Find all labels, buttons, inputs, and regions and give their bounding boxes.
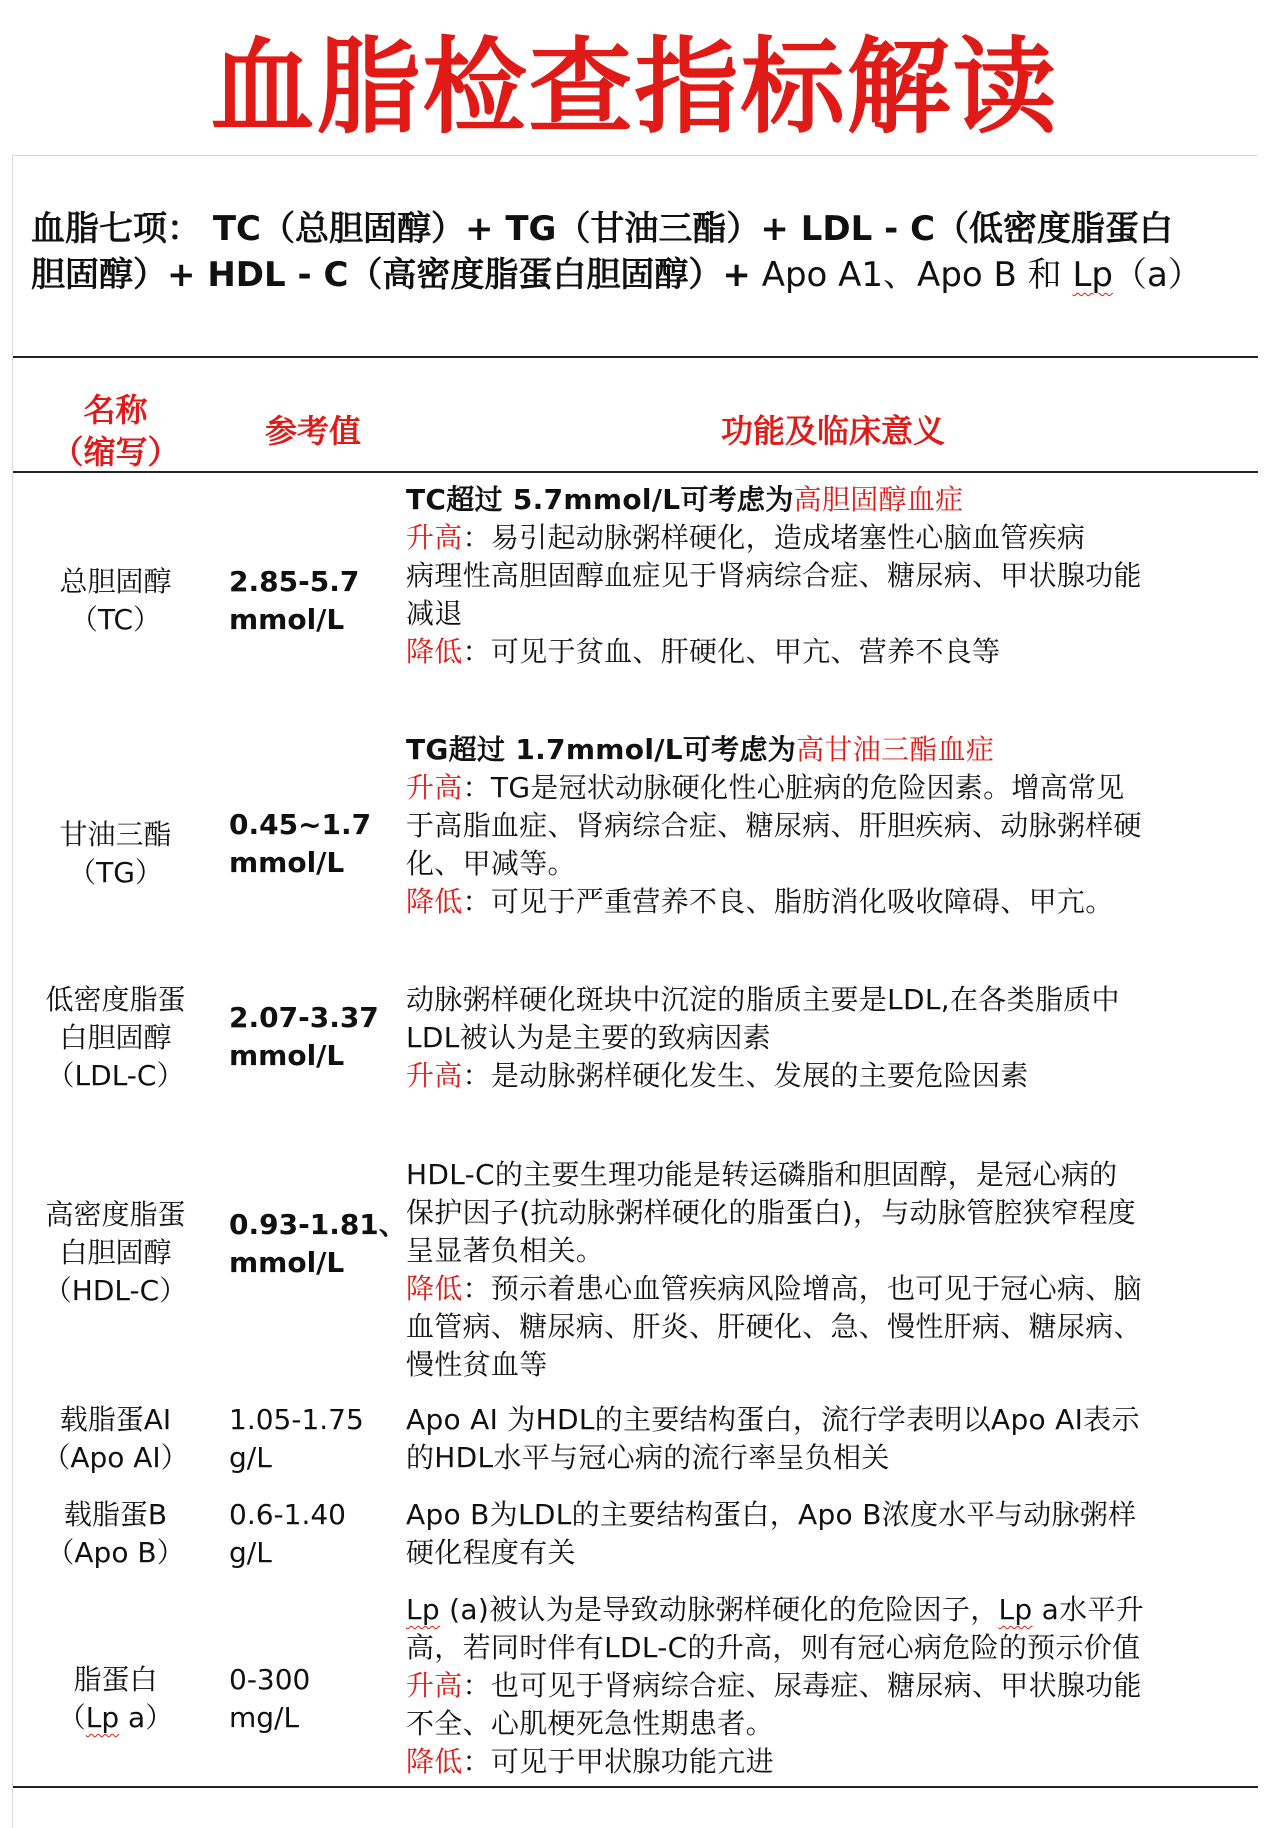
keyword-lower: 降低 <box>406 1745 463 1778</box>
name-line: 白胆固醇 <box>59 1021 172 1054</box>
name-cell <box>13 981 218 1095</box>
desc-cell <box>406 1496 1256 1572</box>
ref-cell <box>229 806 414 882</box>
name-cell <box>13 1401 218 1477</box>
ref-unit: mg/L <box>229 1701 300 1734</box>
desc-text: 慢性贫血等 <box>406 1348 548 1381</box>
desc-cell <box>406 481 1256 671</box>
ref-unit: g/L <box>229 1441 272 1474</box>
desc-text: ：易引起动脉粥样硬化，造成堵塞性心脑血管疾病 <box>462 521 1086 554</box>
divider-bottom <box>13 1786 1258 1788</box>
ref-cell <box>229 563 414 639</box>
desc-text: Apo AI 为HDL的主要结构蛋白，流行学表明以Apo AI表示 <box>406 1403 1140 1436</box>
name-cell <box>13 1196 218 1310</box>
desc-cell <box>406 1591 1256 1781</box>
desc-text: ：可见于甲状腺功能亢进 <box>462 1745 774 1778</box>
ref-cell <box>229 1496 414 1572</box>
desc-text: 动脉粥样硬化斑块中沉淀的脂质主要是LDL,在各类脂质中 <box>406 983 1120 1016</box>
ref-value: 0-300 <box>229 1663 311 1696</box>
desc-text: TG超过 1.7mmol/L可考虑为 <box>406 733 797 766</box>
header-desc: 功能及临床意义 <box>720 412 945 450</box>
divider-header <box>13 471 1258 473</box>
desc-text: ：也可见于肾病综合症、尿毒症、糖尿病、甲状腺功能 <box>462 1669 1142 1702</box>
intro-line2-a: （a） <box>1112 255 1202 295</box>
keyword-raise: 升高 <box>406 521 463 554</box>
ref-cell <box>229 1661 414 1737</box>
name-abbr-lp: Lp <box>85 1701 120 1734</box>
desc-text: ：预示着患心血管疾病风险增高，也可见于冠心病、脑 <box>462 1272 1142 1305</box>
name-line: 低密度脂蛋 <box>45 983 186 1016</box>
name-line: 载脂蛋AI <box>59 1403 172 1436</box>
desc-cell <box>406 1156 1256 1384</box>
desc-lp: Lp <box>406 1593 440 1626</box>
desc-text: (a)被认为是导致动脉粥样硬化的危险因子， <box>439 1593 999 1626</box>
desc-text: 呈显著负相关。 <box>406 1234 605 1267</box>
ref-value: 2.85-5.7 <box>229 565 360 598</box>
keyword-lower: 降低 <box>406 1272 463 1305</box>
intro-line2-apo: Apo A1、Apo B 和 <box>750 255 1073 295</box>
desc-text: 不全、心肌梗死急性期患者。 <box>406 1707 774 1740</box>
name-abbr: （TG） <box>68 856 163 889</box>
desc-text: 的HDL水平与冠心病的流行率呈负相关 <box>406 1441 890 1474</box>
lipid-table-card <box>12 155 1258 1828</box>
desc-text: 高，若同时伴有LDL-C的升高，则有冠心病危险的预示价值 <box>406 1631 1141 1664</box>
intro-line1-rest: TC（总胆固醇）+ TG（甘油三酯）+ LDL - C（低密度脂蛋白 <box>212 209 1174 249</box>
intro-line-1 <box>31 206 1251 252</box>
desc-text: ：TG是冠状动脉硬化性心脏病的危险因素。增高常见 <box>462 771 1125 804</box>
ref-unit: mmol/L <box>229 1039 345 1072</box>
name-abbr: （TC） <box>69 603 161 636</box>
name-line: 甘油三酯 <box>59 818 172 851</box>
name-line: 白胆固醇 <box>59 1236 172 1269</box>
ref-unit: mmol/L <box>229 846 345 879</box>
name-abbr: （Apo B） <box>46 1536 185 1569</box>
ref-value: 1.05-1.75 <box>229 1403 364 1436</box>
desc-text: 减退 <box>406 597 463 630</box>
intro-lp: Lp <box>1072 255 1113 295</box>
intro-line2-bold: 胆固醇）+ HDL - C（高密度脂蛋白胆固醇）+ <box>31 255 751 295</box>
keyword-lower: 降低 <box>406 635 463 668</box>
desc-text: TC超过 5.7mmol/L可考虑为 <box>406 483 794 516</box>
desc-text: ：可见于贫血、肝硬化、甲亢、营养不良等 <box>462 635 1001 668</box>
ref-cell <box>229 1401 414 1477</box>
name-cell <box>13 816 218 892</box>
desc-text: 硬化程度有关 <box>406 1536 576 1569</box>
name-line: 脂蛋白 <box>73 1663 158 1696</box>
ref-value: 2.07-3.37 <box>229 1001 379 1034</box>
ref-unit: g/L <box>229 1536 272 1569</box>
desc-highlight: 高胆固醇血症 <box>793 483 964 516</box>
name-cell <box>13 1496 218 1572</box>
desc-text: HDL-C的主要生理功能是转运磷脂和胆固醇，是冠心病的 <box>406 1158 1118 1191</box>
desc-cell <box>406 731 1256 921</box>
name-abbr: （Apo AI） <box>42 1441 189 1474</box>
keyword-lower: 降低 <box>406 885 463 918</box>
desc-cell <box>406 1401 1256 1477</box>
divider-top <box>13 356 1258 358</box>
name-cell <box>13 563 218 639</box>
desc-text: Apo B为LDL的主要结构蛋白，Apo B浓度水平与动脉粥样 <box>406 1498 1137 1531</box>
header-name-line1: 名称 <box>83 391 148 429</box>
name-abbr: （LDL-C） <box>46 1059 185 1092</box>
ref-unit: mmol/L <box>229 1246 345 1279</box>
ref-unit: mmol/L <box>229 603 345 636</box>
ref-cell <box>229 1206 414 1282</box>
page-title: 血脂检查指标解读 <box>210 26 1059 148</box>
desc-highlight: 高甘油三酯血症 <box>796 733 995 766</box>
desc-text: 保护因子(抗动脉粥样硬化的脂蛋白)，与动脉管腔狭窄程度 <box>406 1196 1136 1229</box>
keyword-raise: 升高 <box>406 1669 463 1702</box>
ref-cell <box>229 999 414 1075</box>
desc-text: 血管病、糖尿病、肝炎、肝硬化、急、慢性肝病、糖尿病、 <box>406 1310 1142 1343</box>
keyword-raise: 升高 <box>406 771 463 804</box>
name-line: 总胆固醇 <box>59 565 172 598</box>
ref-value: 0.45~1.7 <box>229 808 372 841</box>
name-line: 高密度脂蛋 <box>45 1198 186 1231</box>
desc-text: ：是动脉粥样硬化发生、发展的主要危险因素 <box>462 1059 1029 1092</box>
header-ref: 参考值 <box>264 412 361 450</box>
name-abbr-open: （ <box>57 1701 86 1734</box>
desc-text: LDL被认为是主要的致病因素 <box>406 1021 771 1054</box>
intro-label: 血脂七项： <box>31 209 201 249</box>
desc-text: 病理性高胆固醇血症见于肾病综合症、糖尿病、甲状腺功能 <box>406 559 1142 592</box>
name-abbr-close: a） <box>119 1701 174 1734</box>
desc-lp: Lp <box>998 1593 1033 1626</box>
header-name <box>13 376 218 486</box>
desc-cell <box>406 981 1256 1095</box>
desc-text: ：可见于严重营养不良、脂肪消化吸收障碍、甲亢。 <box>462 885 1114 918</box>
desc-text: a水平升 <box>1032 1593 1145 1626</box>
ref-value: 0.93-1.81、 <box>229 1208 407 1241</box>
name-abbr: （HDL-C） <box>43 1274 188 1307</box>
ref-value: 0.6-1.40 <box>229 1498 346 1531</box>
keyword-raise: 升高 <box>406 1059 463 1092</box>
header-name-line2: （缩写） <box>51 433 180 471</box>
desc-text: 化、甲减等。 <box>406 847 576 880</box>
desc-text: 于高脂血症、肾病综合症、糖尿病、肝胆疾病、动脉粥样硬 <box>406 809 1142 842</box>
intro-text <box>31 206 1251 298</box>
intro-line-2 <box>31 252 1251 298</box>
name-cell <box>13 1661 218 1737</box>
name-line: 载脂蛋B <box>63 1498 168 1531</box>
